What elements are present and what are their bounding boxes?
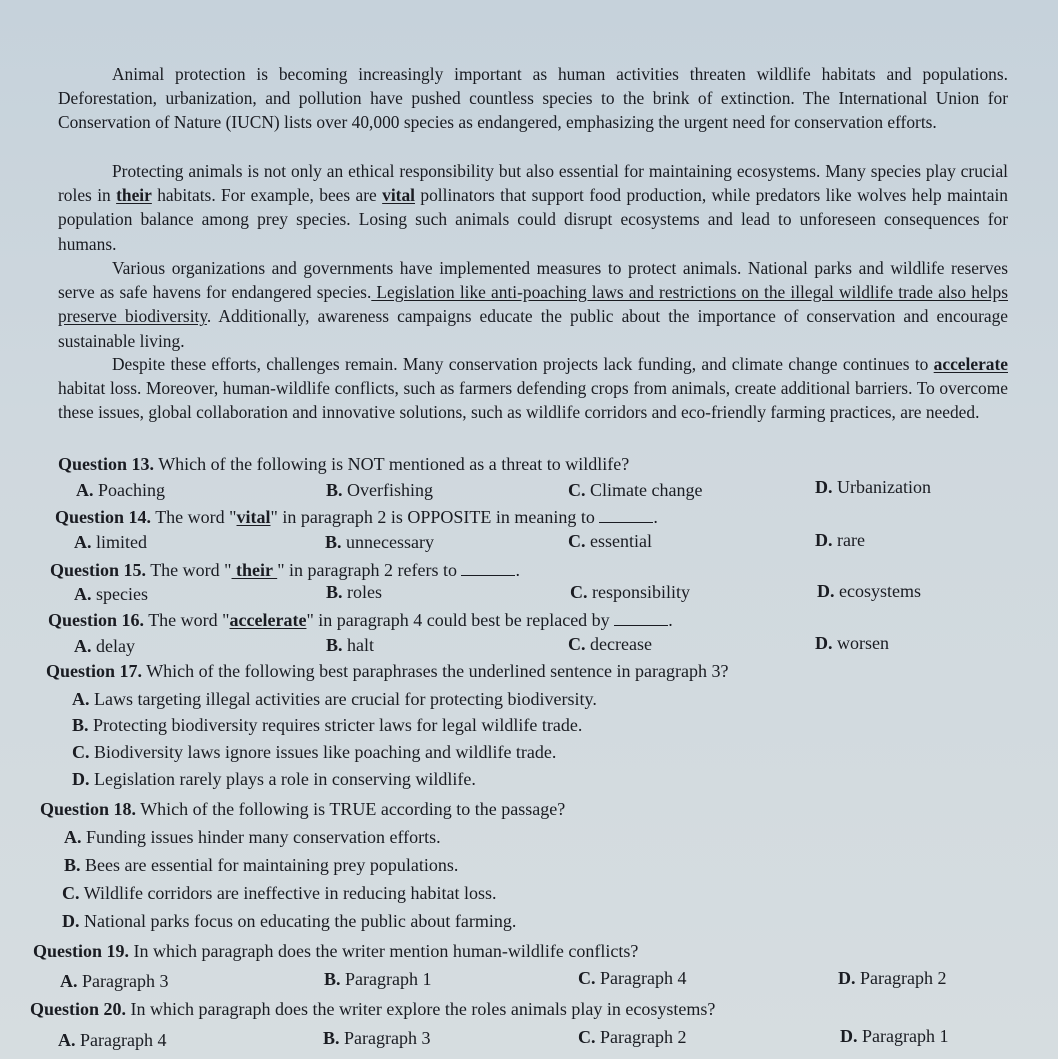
q14-option-a[interactable]: A. limited (74, 532, 147, 552)
q15-option-c[interactable]: C. responsibility (570, 582, 690, 602)
paragraph-4: Despite these efforts, challenges remain. Many conservation projects lack funding, and climate change continues to accelerate habitat loss. Moreover, human-wildlife conflicts, such as farmers defending crops from animals, create additional barriers. To overcome these issues, global collaboration and innovative solutions, such as wildlife corridors and eco-friendly farming practices, are needed. (58, 354, 1008, 423)
q13-option-c[interactable]: C. Climate change (568, 480, 703, 500)
q14-option-c[interactable]: C. essential (568, 531, 652, 551)
q19-option-c[interactable]: C. Paragraph 4 (578, 968, 687, 988)
q18-option-d[interactable]: D. National parks focus on educating the public about farming. (62, 911, 517, 931)
paragraph-2: Protecting animals is not only an ethical responsibility but also essential for maintaining ecosystems. Many species play crucial roles in their habitats. For example, bees are vital pollinators that support food production, while predators like wolves help maintain population balance among prey species. Losing such animals could disrupt ecosystems and lead to unforeseen consequences for humans. (58, 161, 1008, 254)
q14-option-b[interactable]: B. unnecessary (325, 532, 434, 552)
q17-option-c[interactable]: C. Biodiversity laws ignore issues like poaching and wildlife trade. (72, 742, 557, 762)
q16-option-c[interactable]: C. decrease (568, 634, 652, 654)
q20-option-d[interactable]: D. Paragraph 1 (840, 1026, 949, 1046)
question-15: Question 15. The word " their " in paragraph 2 refers to . (50, 560, 520, 580)
q17-option-d[interactable]: D. Legislation rarely plays a role in conserving wildlife. (72, 769, 476, 789)
answer-blank (461, 561, 515, 576)
word-vital: vital (382, 185, 416, 206)
q13-option-d[interactable]: D. Urbanization (815, 477, 931, 497)
q14-option-d[interactable]: D. rare (815, 530, 865, 550)
q18-option-a[interactable]: A. Funding issues hinder many conservation efforts. (64, 827, 441, 847)
q18-option-c[interactable]: C. Wildlife corridors are ineffective in reducing habitat loss. (62, 883, 497, 903)
q16-option-b[interactable]: B. halt (326, 635, 375, 655)
q17-option-a[interactable]: A. Laws targeting illegal activities are crucial for protecting biodiversity. (72, 689, 597, 709)
q16-option-a[interactable]: A. delay (74, 636, 135, 656)
q13-option-a[interactable]: A. Poaching (76, 480, 165, 500)
q16-option-d[interactable]: D. worsen (815, 633, 889, 653)
q17-option-b[interactable]: B. Protecting biodiversity requires stricter laws for legal wildlife trade. (72, 715, 583, 735)
q19-option-d[interactable]: D. Paragraph 2 (838, 968, 947, 988)
question-14: Question 14. The word "vital" in paragraph 2 is OPPOSITE in meaning to . (55, 507, 658, 527)
question-19: Question 19. In which paragraph does the writer mention human-wildlife conflicts? (33, 941, 639, 961)
question-13: Question 13. Which of the following is NOT mentioned as a threat to wildlife? (58, 454, 630, 474)
word-accelerate: accelerate (933, 354, 1008, 374)
q20-option-c[interactable]: C. Paragraph 2 (578, 1027, 687, 1047)
question-18: Question 18. Which of the following is TRUE according to the passage? (40, 799, 566, 819)
answer-blank (614, 611, 668, 626)
q15-option-d[interactable]: D. ecosystems (817, 581, 921, 601)
q20-option-a[interactable]: A. Paragraph 4 (58, 1030, 167, 1050)
q15-option-a[interactable]: A. species (74, 584, 148, 604)
question-20: Question 20. In which paragraph does the writer explore the roles animals play in ecosystems? (30, 999, 716, 1019)
question-17: Question 17. Which of the following best paraphrases the underlined sentence in paragraph 3? (46, 661, 729, 681)
underlined-sentence: Legislation like anti-poaching laws and restrictions on the illegal wildlife trade also helps preserve biodiversity (58, 282, 1008, 327)
q15-option-b[interactable]: B. roles (326, 582, 383, 602)
q20-option-b[interactable]: B. Paragraph 3 (323, 1028, 431, 1048)
answer-blank (599, 508, 653, 523)
q19-option-a[interactable]: A. Paragraph 3 (60, 971, 169, 991)
question-16: Question 16. The word "accelerate" in paragraph 4 could best be replaced by . (48, 610, 673, 630)
q19-option-b[interactable]: B. Paragraph 1 (324, 969, 432, 989)
paragraph-1: Animal protection is becoming increasingly important as human activities threaten wildlife habitats and populations. Deforestation, urbanization, and pollution have pushed countless species to the brink of extinction. The International Union for Conservation of Nature (IUCN) lists over 40,000 species as endangered, emphasizing the urgent need for conservation efforts. (58, 64, 1008, 133)
paragraph-3: Various organizations and governments have implemented measures to protect animals. National parks and wildlife reserves serve as safe havens for endangered species. Legislation like anti-poaching laws and restrictions on the illegal wildlife trade also helps preserve biodiversity. Additionally, awareness campaigns educate the public about the importance of conservation and encourage sustainable living. (58, 258, 1008, 351)
word-their: their (116, 185, 152, 206)
q13-option-b[interactable]: B. Overfishing (326, 480, 433, 500)
q18-option-b[interactable]: B. Bees are essential for maintaining prey populations. (64, 855, 459, 875)
